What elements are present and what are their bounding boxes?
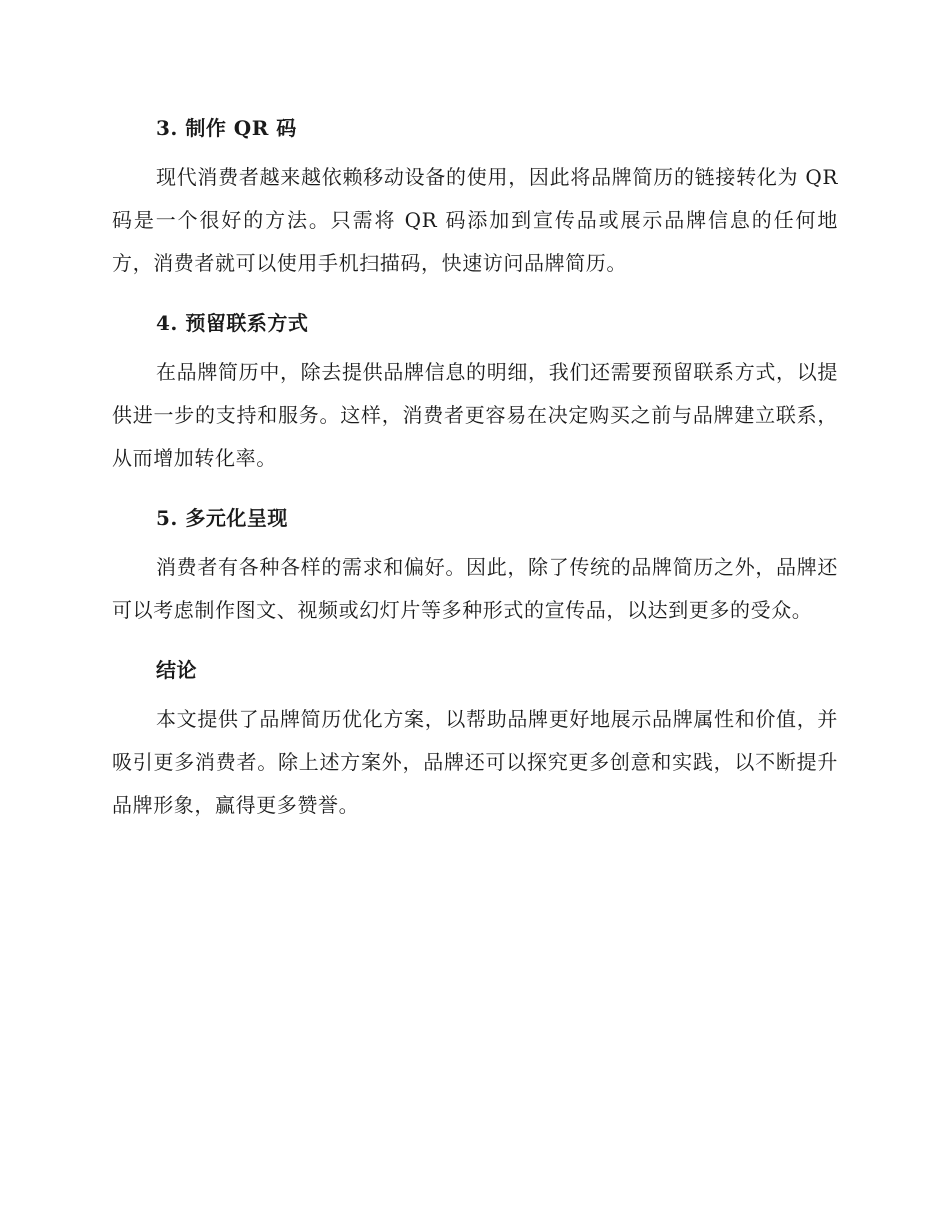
section-paragraph-contact: 在品牌简历中，除去提供品牌信息的明细，我们还需要预留联系方式，以提供进一步的支持和服务。这样，消费者更容易在决定购买之前与品牌建立联系，从而增加转化率。 [112,360,838,470]
section-heading-qr-code: 3. 制作 QR 码 [156,116,297,140]
section-heading-contact: 4. 预留联系方式 [156,311,309,335]
section-paragraph-qr-code: 现代消费者越来越依赖移动设备的使用，因此将品牌简历的链接转化为 QR 码是一个很好的方法。只需将 QR 码添加到宣传品或展示品牌信息的任何地方，消费者就可以使用手机扫描码，快速访问品牌简历。 [112,165,838,275]
document-body [112,108,838,845]
section-paragraph-diversified: 消费者有各种各样的需求和偏好。因此，除了传统的品牌简历之外，品牌还可以考虑制作图文、视频或幻灯片等多种形式的宣传品，以达到更多的受众。 [112,555,838,622]
section-heading-conclusion: 结论 [156,658,197,682]
section-paragraph-conclusion: 本文提供了品牌简历优化方案，以帮助品牌更好地展示品牌属性和价值，并吸引更多消费者。除上述方案外，品牌还可以探究更多创意和实践，以不断提升品牌形象，赢得更多赞誉。 [112,707,838,817]
section-heading-diversified: 5. 多元化呈现 [156,506,288,530]
